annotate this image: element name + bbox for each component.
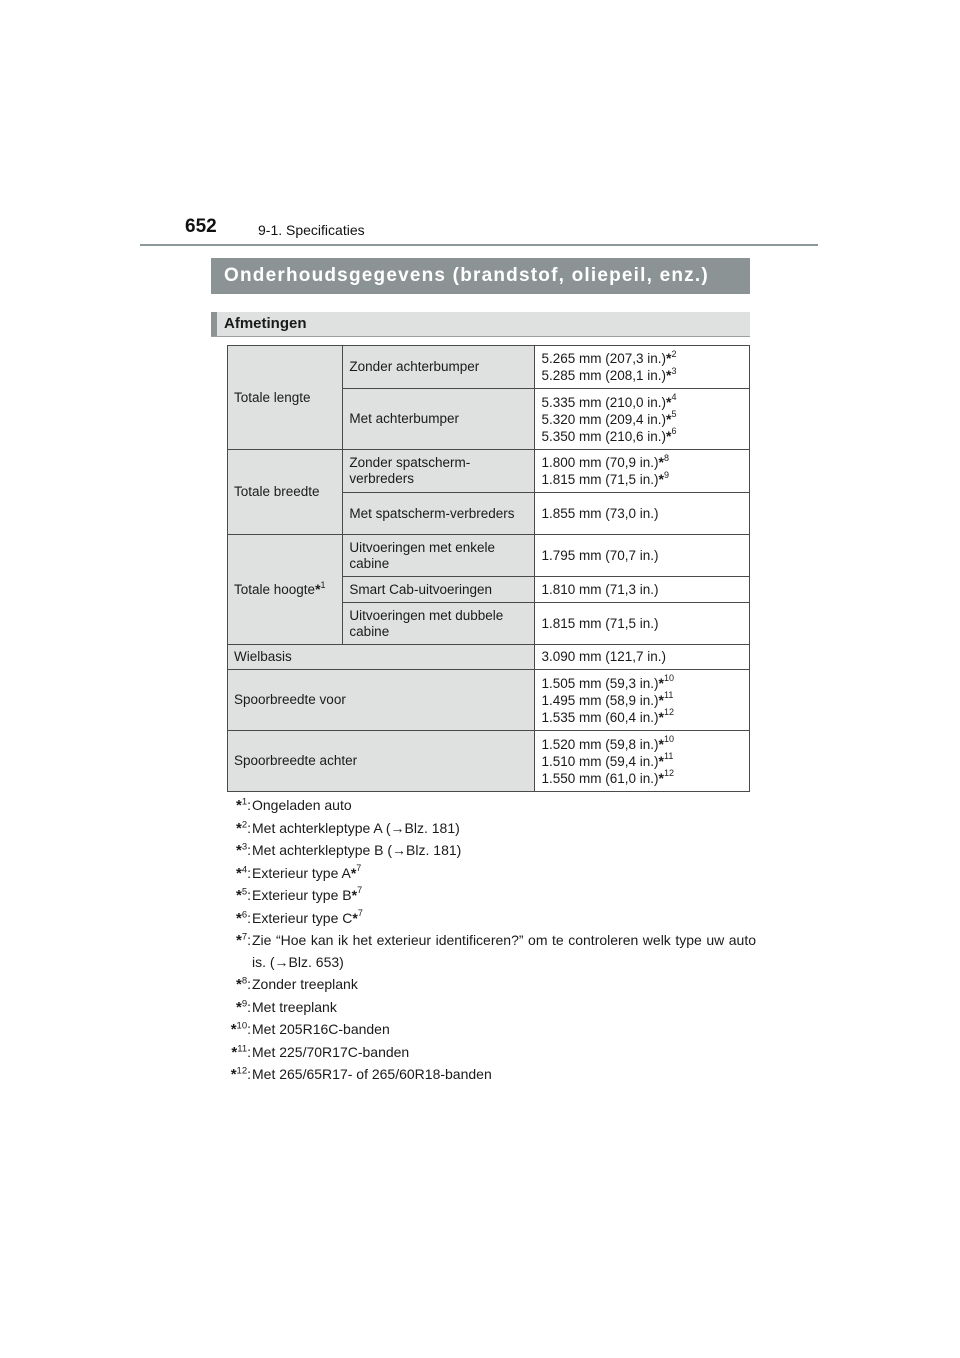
footnote: *$^5$: Exterieur type B*$^7$ — [235, 885, 363, 904]
footnote: *$^{10}$: Met 205R16C-banden — [230, 1020, 390, 1038]
row-label-wheelbase: Wielbasis — [228, 645, 535, 670]
cell-value: 3.090 mm (121,7 in.) — [535, 645, 750, 670]
value-line: 1.800 mm (70,9 in.)*$^8$ — [541, 452, 669, 470]
value-line: 1.550 mm (61,0 in.)*$^{12}$ — [541, 768, 674, 786]
footnote: *$^{11}$: Met 225/70R17C-banden — [231, 1042, 410, 1061]
value-line: 5.265 mm (207,3 in.)*$^2$ — [541, 348, 677, 366]
cell-value: 1.795 mm (70,7 in.) — [535, 535, 750, 577]
cell-value: 1.855 mm (73,0 in.) — [535, 493, 750, 535]
cell-value — [535, 346, 750, 389]
cell-value: 1.815 mm (71,5 in.) — [535, 603, 750, 645]
cell-value: 1.810 mm (71,3 in.) — [535, 577, 750, 603]
footnote: *$^6$: Exterieur type C*$^7$ — [235, 907, 363, 927]
cell-label: Uitvoeringen met dubbele cabine — [343, 603, 535, 645]
cell-value — [535, 389, 750, 450]
table-row — [228, 645, 750, 670]
table-row — [228, 450, 750, 493]
footnotes — [216, 794, 756, 1086]
row-label-total-length: Totale lengte — [228, 346, 343, 450]
cell-label: Uitvoeringen met enkele cabine — [343, 535, 535, 577]
footnote: *$^9$: Met treeplank — [235, 997, 337, 1016]
cell-label: Met spatscherm-verbreders — [343, 493, 535, 535]
subsection-accent — [211, 312, 217, 336]
table-row — [228, 731, 750, 792]
table-row — [228, 535, 750, 577]
table-row — [228, 346, 750, 389]
value-line: 1.510 mm (59,4 in.)*$^{11}$ — [541, 751, 674, 769]
cell-value — [535, 450, 750, 493]
value-line: 1.495 mm (58,9 in.)*$^{11}$ — [541, 690, 674, 708]
dimensions-table — [227, 345, 750, 792]
row-label-front-track: Spoorbreedte voor — [228, 670, 535, 731]
value-line: 1.520 mm (59,8 in.)*$^{10}$ — [541, 734, 674, 752]
cell-label: Smart Cab-uitvoeringen — [343, 577, 535, 603]
subsection-header — [211, 312, 750, 337]
section-label: 9-1. Specificaties — [258, 222, 365, 238]
row-label-total-height: Totale hoogte*$^1$ — [228, 535, 343, 645]
cell-value — [535, 670, 750, 731]
page-number: 652 — [185, 216, 217, 237]
footnote: *$^4$: Exterieur type A*$^7$ — [235, 862, 362, 882]
footnote: *$^8$: Zonder treeplank — [235, 975, 358, 993]
subsection-title: Afmetingen — [224, 315, 307, 332]
header-divider — [140, 244, 818, 246]
value-line: 1.535 mm (60,4 in.)*$^{12}$ — [541, 707, 674, 725]
cell-value — [535, 731, 750, 792]
table-row — [228, 670, 750, 731]
row-label-rear-track: Spoorbreedte achter — [228, 731, 535, 792]
cell-label: Met achterbumper — [343, 389, 535, 450]
cell-label: Zonder spatscherm-verbreders — [343, 450, 535, 493]
value-line: 5.285 mm (208,1 in.)*$^3$ — [541, 365, 677, 383]
value-line: 5.350 mm (210,6 in.)*$^6$ — [541, 426, 677, 444]
footnote: *$^{12}$: Met 265/65R17- of 265/60R18-banden — [230, 1065, 492, 1083]
footnote: *$^3$: Met achterkleptype B (→Blz. 181) — [235, 841, 462, 859]
footnote: *$^1$: Ongeladen auto — [235, 796, 352, 814]
cell-label: Zonder achterbumper — [343, 346, 535, 389]
section-title: Onderhoudsgegevens (brandstof, oliepeil, enz.) — [211, 258, 750, 294]
value-line: 5.335 mm (210,0 in.)*$^4$ — [541, 392, 677, 410]
footnote: *$^7$: Zie “Hoe kan ik het exterieur identificeren?” om te controleren welk type uw auto is. (→Blz. 653) — [235, 931, 756, 970]
footnote: *$^2$: Met achterkleptype A (→Blz. 181) — [235, 818, 460, 837]
value-line: 5.320 mm (209,4 in.)*$^5$ — [541, 409, 677, 427]
row-label-total-width: Totale breedte — [228, 450, 343, 535]
value-line: 1.815 mm (71,5 in.)*$^9$ — [541, 469, 669, 487]
value-line: 1.505 mm (59,3 in.)*$^{10}$ — [541, 673, 674, 691]
